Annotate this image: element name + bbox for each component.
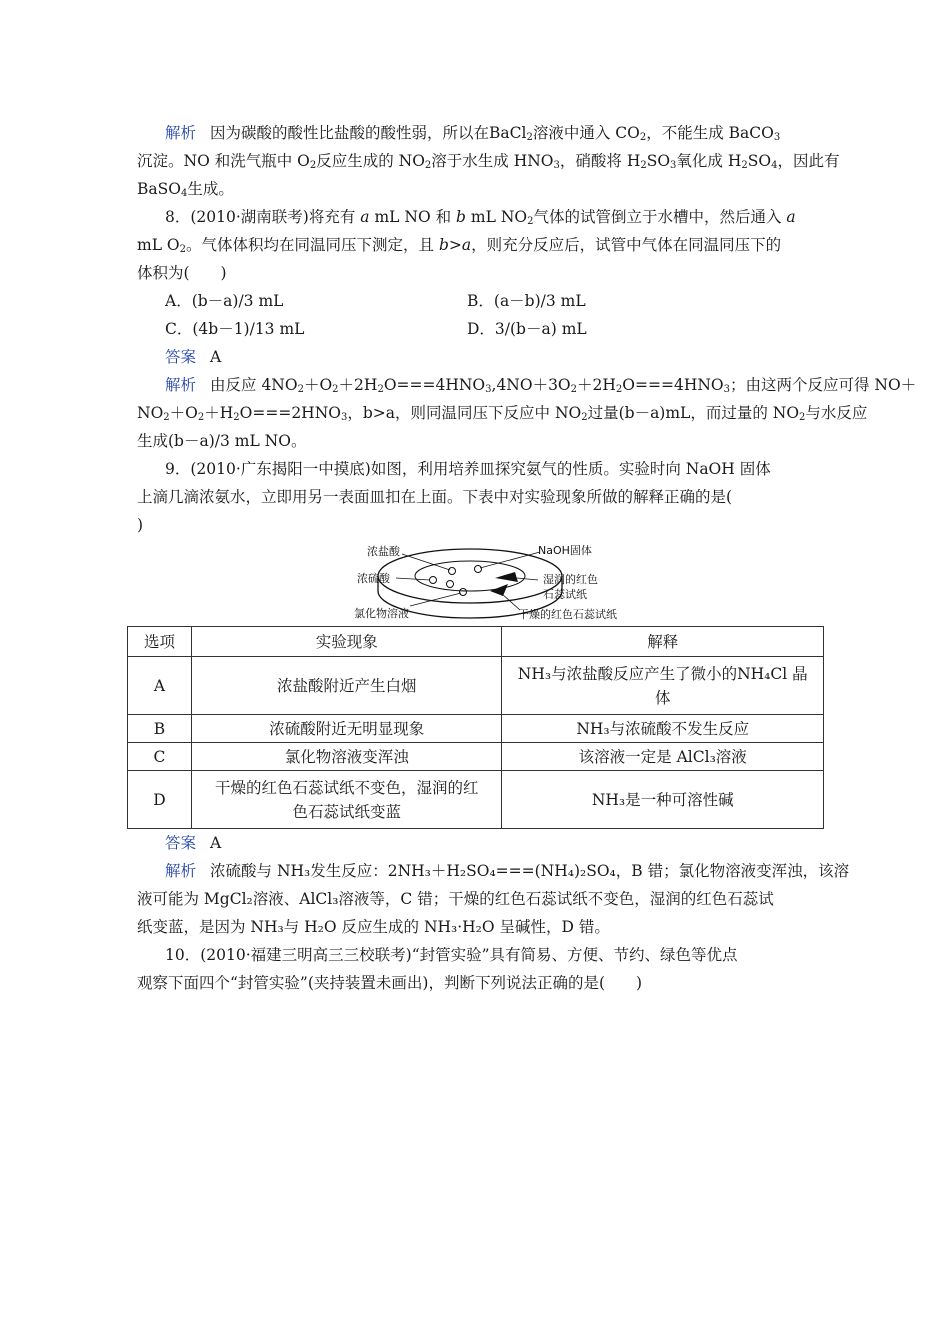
label-chloride: 氯化物溶液 [354, 607, 409, 620]
answer-label: 答案 [165, 834, 197, 852]
petri-dish-diagram [340, 536, 640, 626]
text-line: ) [137, 516, 144, 534]
text-line: 生成(b－a)/3 mL NO。 [137, 432, 307, 450]
text-line: 体积为( ) [137, 264, 227, 282]
analysis-label: 解析 [165, 376, 197, 394]
label-wet-paper-2: 石蕊试纸 [543, 588, 587, 601]
question-8: 8．(2010·湖南联考)将充有 a mL NO 和 b mL $NO_2$气体的试管倒立于水槽中，然后通入 a [165, 208, 796, 227]
experiment-table [127, 626, 824, 829]
label-wet-paper: 湿润的红色 [543, 573, 598, 586]
table-row: B 浓硫酸附近无明显现象 NH₃与浓硫酸不发生反应 [128, 715, 824, 743]
answer-label: 答案 [165, 348, 197, 366]
header-phenomenon: 实验现象 [191, 627, 502, 657]
question-9: 9．(2010·广东揭阳一中摸底)如图，利用培养皿探究氨气的性质。实验时向 NaOH 固体 [165, 460, 771, 478]
analysis-label: 解析 [165, 124, 197, 142]
label-conc-h2so4: 浓硫酸 [357, 572, 390, 585]
text-line: 观察下面四个“封管实验”(夹持装置未画出)，判断下列说法正确的是( ) [137, 974, 643, 992]
label-conc-hcl: 浓盐酸 [367, 545, 400, 558]
option-b: B．(a－b)/3 mL [467, 292, 586, 310]
analysis-line: 解析 由反应 $4NO_2+O_2+2H_2O===4HNO_3,4NO+3O_2+2H_2O===4HNO_3$；由这两个反应可得 NO＋ [165, 376, 917, 395]
text-line: BaSO$_4$生成。 [137, 180, 234, 199]
text-line: 上滴几滴浓氨水，立即用另一表面皿扣在上面。下表中对实验现象所做的解释正确的是( [137, 488, 733, 506]
text-line: 沉淀。NO 和洗气瓶中 $O_2$反应生成的 $NO_2$溶于水生成 $HNO_3$，硝酸将 $H_2SO_3$氧化成 $H_2SO_4$，因此有 [137, 152, 840, 171]
header-option: 选项 [128, 627, 192, 657]
option-d: D．3/(b－a) mL [467, 320, 587, 338]
answer-line: 答案 A [165, 348, 222, 366]
text-line: 液可能为 MgCl₂溶液、AlCl₃溶液等，C 错；干燥的红色石蕊试纸不变色，湿润的红色石蕊试 [137, 890, 774, 908]
text-line: 纸变蓝，是因为 NH₃与 H₂O 反应生成的 NH₃·H₂O 呈碱性，D 错。 [137, 918, 610, 936]
text-line: $NO_2+O_2+H_2O===2HNO_3$，b>a，则同温同压下反应中 $NO_2$过量(b－a)mL，而过量的 $NO_2$与水反应 [137, 404, 868, 423]
analysis-line: 解析 浓硫酸与 NH₃发生反应：2NH₃＋H₂SO₄===(NH₄)₂SO₄，B 错；氯化物溶液变浑浊，该溶 [165, 862, 850, 880]
table-row: A 浓盐酸附近产生白烟 NH₃与浓盐酸反应产生了微小的NH₄Cl 晶 体 [128, 657, 824, 715]
table-row: D 干燥的红色石蕊试纸不变色，湿润的红 色石蕊试纸变蓝 NH₃是一种可溶性碱 [128, 771, 824, 829]
option-c: C．(4b－1)/13 mL [165, 320, 305, 338]
analysis-label: 解析 [165, 862, 197, 880]
label-dry-paper: 干燥的红色石蕊试纸 [518, 608, 617, 621]
answer-line: 答案 A [165, 834, 222, 852]
text-line: mL $O_2$。气体体积均在同温同压下测定，且 b>a，则充分反应后，试管中气体在同温同压下的 [137, 236, 782, 255]
question-10: 10．(2010·福建三明高三三校联考)“封管实验”具有简易、方便、节约、绿色等优点 [165, 946, 738, 964]
analysis-line: 解析 因为碳酸的酸性比盐酸的酸性弱，所以在BaCl$_2$溶液中通入 $CO_2$，不能生成 BaCO$_3$ [165, 124, 781, 143]
header-explanation: 解释 [502, 627, 824, 657]
option-a: A．(b－a)/3 mL [165, 292, 284, 310]
label-naoh: NaOH固体 [538, 544, 592, 557]
table-header-row [128, 627, 824, 657]
table-row: C 氯化物溶液变浑浊 该溶液一定是 AlCl₃溶液 [128, 743, 824, 771]
